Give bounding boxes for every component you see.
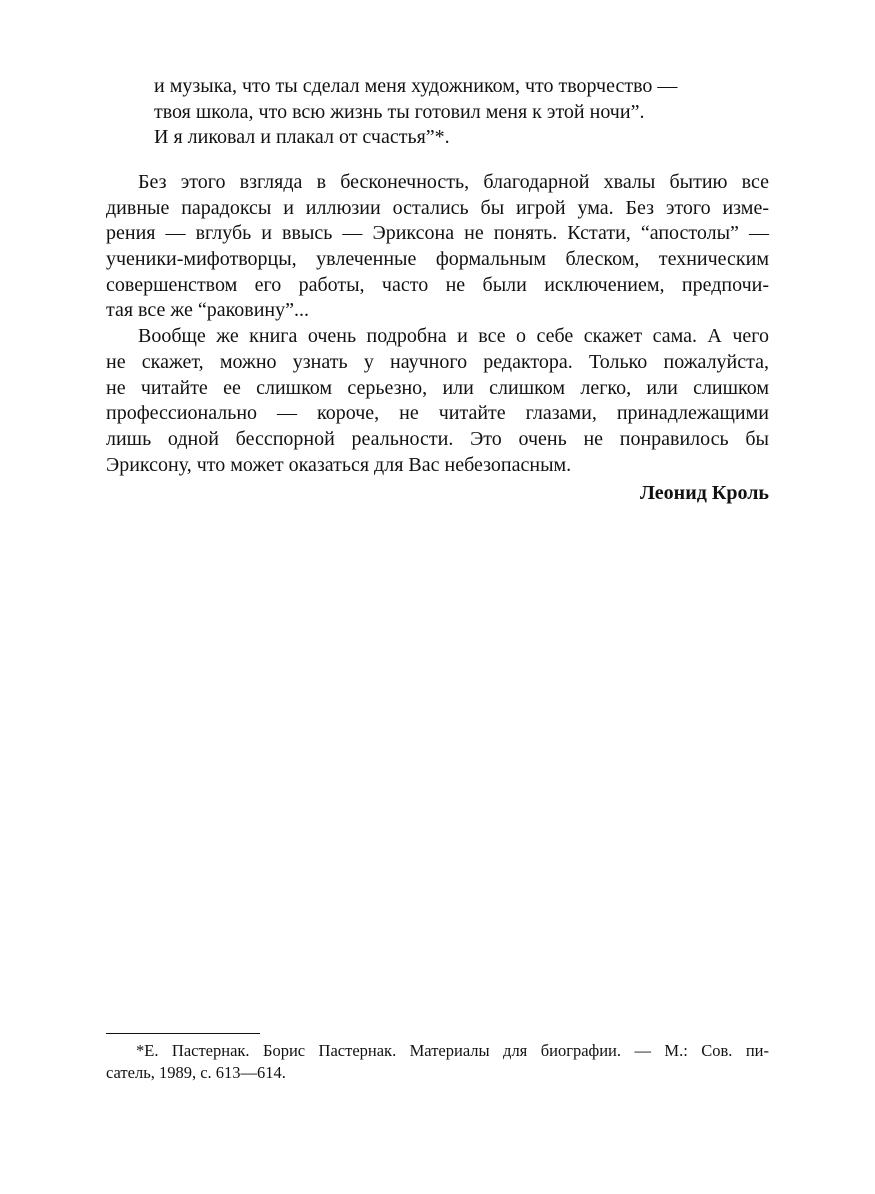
quote-line: твоя школа, что всю жизнь ты готовил меня к этой ночи”. bbox=[154, 100, 645, 123]
poem-quote bbox=[154, 74, 774, 151]
text-line: лишь одной бесспорной реальности. Это очень не понравилось бы bbox=[106, 427, 769, 450]
quote-line: и музыка, что ты сделал меня художником, что творчество — bbox=[154, 75, 678, 97]
document-page bbox=[106, 0, 769, 1194]
footnote bbox=[106, 1040, 769, 1084]
text-line: не скажет, можно узнать у научного редактора. Только пожалуйста, bbox=[106, 350, 769, 373]
footnote-line: *Е. Пастернак. Борис Пастернак. Материалы для биографии. — М.: Сов. пи- bbox=[136, 1041, 769, 1060]
text-line: Вообще же книга очень подробна и все о себе скажет сама. А чего bbox=[138, 325, 769, 348]
text-line: рения — вглубь и ввысь — Эриксона не понять. Кстати, “апостолы” — bbox=[106, 222, 769, 245]
text-line: Эриксону, что может оказаться для Вас небезопасным. bbox=[106, 453, 572, 476]
paragraph bbox=[106, 324, 769, 478]
text-line: не читайте ее слишком серьезно, или слишком легко, или слишком bbox=[106, 376, 769, 399]
text-line: дивные парадоксы и иллюзии остались бы игрой ума. Без этого изме- bbox=[106, 196, 769, 219]
text-line: ученики-мифотворцы, увлеченные формальным блеском, техническим bbox=[106, 248, 769, 271]
paragraph bbox=[106, 170, 769, 324]
body-text bbox=[106, 170, 769, 478]
text-line: Без этого взгляда в бесконечность, благодарной хвалы бытию все bbox=[138, 171, 769, 193]
text-line: профессионально — короче, не читайте глазами, принадлежащими bbox=[106, 402, 769, 425]
text-line: тая все же “раковину”... bbox=[106, 299, 309, 322]
text-line: совершенством его работы, часто не были исключением, предпочи- bbox=[106, 273, 769, 296]
author-signature: Леонид Кроль bbox=[640, 482, 769, 504]
footnote-divider bbox=[106, 1033, 260, 1034]
footnote-line: сатель, 1989, с. 613—614. bbox=[106, 1063, 286, 1082]
quote-line: И я ликовал и плакал от счастья”*. bbox=[154, 126, 450, 148]
